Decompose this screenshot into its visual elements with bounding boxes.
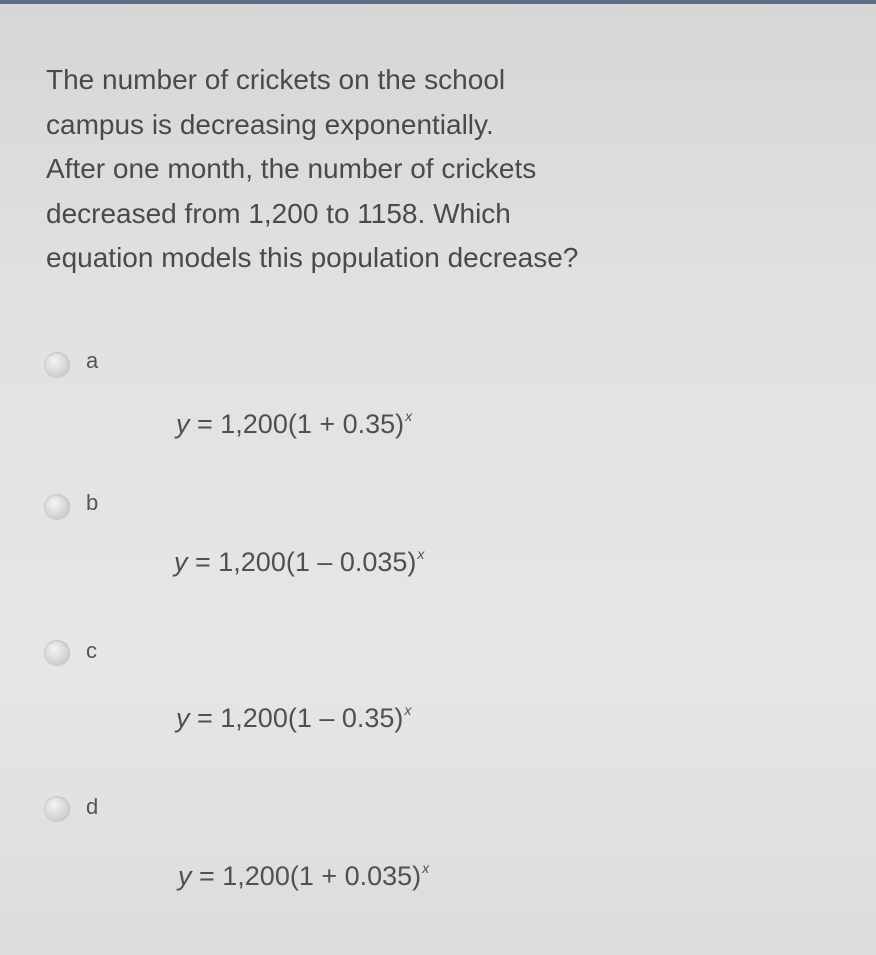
answer-option-a[interactable] xyxy=(0,340,876,480)
formula-variable: y xyxy=(174,547,188,577)
option-letter-a: a xyxy=(86,348,99,373)
radio-button-b[interactable] xyxy=(44,494,70,520)
option-formula-a xyxy=(176,408,412,440)
formula-variable: y xyxy=(176,703,190,733)
answer-option-d[interactable] xyxy=(0,792,876,932)
option-formula-b xyxy=(174,546,424,578)
answer-option-b[interactable] xyxy=(0,484,876,624)
option-letter-c: c xyxy=(86,638,97,663)
formula-expression: = 1,200(1 + 0.035) xyxy=(191,861,422,891)
option-formula-c xyxy=(176,702,411,734)
formula-exponent: x xyxy=(405,408,413,424)
question-text: The number of crickets on the school campus is decreasing exponentially. After one month, the number of crickets decreased from 1,200 to 1158. Which equation models this population decrease? xyxy=(46,64,579,273)
radio-button-d[interactable] xyxy=(44,796,70,822)
radio-button-a[interactable] xyxy=(44,352,70,378)
formula-exponent: x xyxy=(417,546,425,562)
formula-expression: = 1,200(1 – 0.035) xyxy=(187,547,417,577)
formula-variable: y xyxy=(178,861,192,891)
formula-variable: y xyxy=(176,409,190,439)
option-letter-b: b xyxy=(86,490,99,515)
radio-button-c[interactable] xyxy=(44,640,70,666)
answer-option-c[interactable] xyxy=(0,636,876,776)
top-border xyxy=(0,0,876,4)
option-letter-d: d xyxy=(86,794,99,819)
formula-expression: = 1,200(1 + 0.35) xyxy=(189,409,405,439)
formula-exponent: x xyxy=(422,860,430,876)
formula-exponent: x xyxy=(404,702,412,718)
formula-expression: = 1,200(1 – 0.35) xyxy=(189,703,404,733)
option-formula-d xyxy=(178,860,429,892)
